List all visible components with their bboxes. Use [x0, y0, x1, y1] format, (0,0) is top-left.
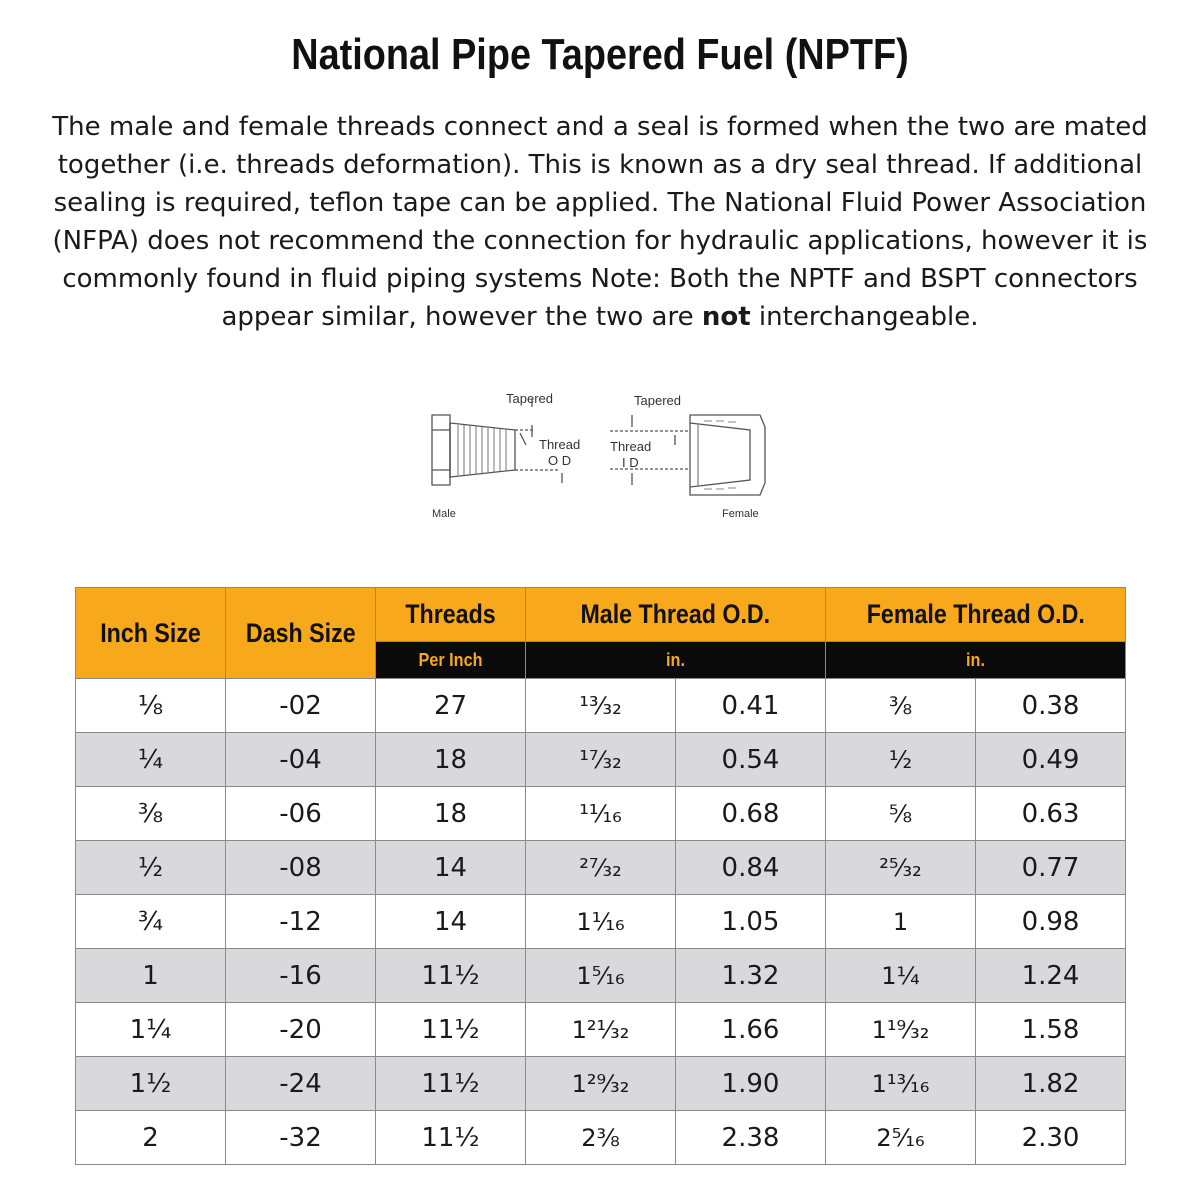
subheader-per-inch: Per Inch: [376, 642, 526, 679]
female-label: Female: [722, 508, 759, 520]
male-od-decimal-cell: 1.05: [676, 895, 826, 949]
male-od-decimal-cell: 0.41: [676, 679, 826, 733]
header-male-thread-od: Male Thread O.D.: [526, 588, 826, 642]
inch-size-cell: 1¼: [76, 1003, 226, 1057]
threads-per-inch-cell: 11½: [376, 1057, 526, 1111]
male-od-fraction-cell: ²⁷⁄₃₂: [526, 841, 676, 895]
female-od-decimal-cell: 0.63: [976, 787, 1126, 841]
header-threads: Threads: [376, 588, 526, 642]
table-row: [76, 1003, 1126, 1057]
male-thread-label: Thread: [539, 437, 581, 452]
female-od-decimal-cell: 2.30: [976, 1111, 1126, 1165]
female-od-decimal-cell: 0.49: [976, 733, 1126, 787]
male-od-fraction-cell: ¹¹⁄₁₆: [526, 787, 676, 841]
inch-size-cell: ½: [76, 841, 226, 895]
male-od-decimal-cell: 1.90: [676, 1057, 826, 1111]
female-od-decimal-cell: 1.24: [976, 949, 1126, 1003]
male-label: Male: [432, 508, 456, 520]
dash-size-cell: -20: [226, 1003, 376, 1057]
threads-per-inch-cell: 14: [376, 895, 526, 949]
inch-size-cell: ¾: [76, 895, 226, 949]
table-row: [76, 895, 1126, 949]
female-od-fraction-cell: 1¼: [826, 949, 976, 1003]
threads-per-inch-cell: 27: [376, 679, 526, 733]
dash-size-cell: -08: [226, 841, 376, 895]
threads-per-inch-cell: 18: [376, 733, 526, 787]
page-title: National Pipe Tapered Fuel (NPTF): [291, 30, 909, 79]
male-od-decimal-cell: 2.38: [676, 1111, 826, 1165]
dash-size-cell: -02: [226, 679, 376, 733]
dash-size-cell: -24: [226, 1057, 376, 1111]
male-od-decimal-cell: 1.32: [676, 949, 826, 1003]
female-id-label: I D: [622, 455, 639, 470]
female-od-fraction-cell: ⅜: [826, 679, 976, 733]
threads-per-inch-cell: 11½: [376, 949, 526, 1003]
threads-per-inch-cell: 11½: [376, 1003, 526, 1057]
header-dash-size: Dash Size: [226, 588, 376, 679]
subheader-female-unit: in.: [826, 642, 1126, 679]
threads-per-inch-cell: 14: [376, 841, 526, 895]
female-od-fraction-cell: 1: [826, 895, 976, 949]
female-od-decimal-cell: 0.38: [976, 679, 1126, 733]
nptf-dimensions-table: [75, 587, 1126, 1165]
female-od-decimal-cell: 0.98: [976, 895, 1126, 949]
inch-size-cell: ⅜: [76, 787, 226, 841]
table-row: [76, 949, 1126, 1003]
male-od-fraction-cell: 1¹⁄₁₆: [526, 895, 676, 949]
female-od-decimal-cell: 1.82: [976, 1057, 1126, 1111]
inch-size-cell: ⅛: [76, 679, 226, 733]
male-od-label: O D: [548, 453, 572, 468]
male-od-fraction-cell: 2⅜: [526, 1111, 676, 1165]
table-row: [76, 1111, 1126, 1165]
female-thread-label: Thread: [610, 439, 652, 454]
female-od-fraction-cell: 1¹⁹⁄₃₂: [826, 1003, 976, 1057]
header-female-thread-od: Female Thread O.D.: [826, 588, 1126, 642]
threads-per-inch-cell: 18: [376, 787, 526, 841]
threads-per-inch-cell: 11½: [376, 1111, 526, 1165]
male-od-decimal-cell: 0.54: [676, 733, 826, 787]
table-row: [76, 787, 1126, 841]
female-od-fraction-cell: ²⁵⁄₃₂: [826, 841, 976, 895]
female-od-decimal-cell: 1.58: [976, 1003, 1126, 1057]
female-od-fraction-cell: ⅝: [826, 787, 976, 841]
male-tapered-label: Tapered: [506, 391, 553, 406]
intro-text-1: The male and female threads connect and a seal is formed when the two are mated together (i.e. threads deformation). This is known as a dry seal thread. If additional sealing is required, teflon tape can be applied. The National Fluid Power Association (NFPA) does not recommend the connection for hydraulic applications, however it is commonly found in fluid piping systems Note: Both the NPTF and BSPT connectors appear similar, however the two are: [52, 112, 1148, 332]
inch-size-cell: 1: [76, 949, 226, 1003]
female-od-fraction-cell: 2⁵⁄₁₆: [826, 1111, 976, 1165]
dash-size-cell: -32: [226, 1111, 376, 1165]
male-od-decimal-cell: 0.84: [676, 841, 826, 895]
male-od-fraction-cell: ¹³⁄₃₂: [526, 679, 676, 733]
male-od-fraction-cell: 1⁵⁄₁₆: [526, 949, 676, 1003]
female-od-fraction-cell: ½: [826, 733, 976, 787]
inch-size-cell: 1½: [76, 1057, 226, 1111]
inch-size-cell: ¼: [76, 733, 226, 787]
dash-size-cell: -16: [226, 949, 376, 1003]
table-row: [76, 1057, 1126, 1111]
male-od-decimal-cell: 1.66: [676, 1003, 826, 1057]
female-od-decimal-cell: 0.77: [976, 841, 1126, 895]
inch-size-cell: 2: [76, 1111, 226, 1165]
dash-size-cell: -04: [226, 733, 376, 787]
intro-paragraph: [50, 108, 1150, 336]
male-od-fraction-cell: 1²¹⁄₃₂: [526, 1003, 676, 1057]
table-row: [76, 733, 1126, 787]
header-inch-size: Inch Size: [76, 588, 226, 679]
male-od-fraction-cell: 1²⁹⁄₃₂: [526, 1057, 676, 1111]
table-row: [76, 841, 1126, 895]
female-tapered-label: Tapered: [634, 393, 681, 408]
male-od-fraction-cell: ¹⁷⁄₃₂: [526, 733, 676, 787]
subheader-male-unit: in.: [526, 642, 826, 679]
male-od-decimal-cell: 0.68: [676, 787, 826, 841]
intro-emphasis: not: [701, 302, 751, 332]
dash-size-cell: -06: [226, 787, 376, 841]
female-od-fraction-cell: 1¹³⁄₁₆: [826, 1057, 976, 1111]
thread-diagram: [420, 385, 790, 525]
dash-size-cell: -12: [226, 895, 376, 949]
table-row: [76, 679, 1126, 733]
intro-text-2: interchangeable.: [750, 302, 979, 332]
